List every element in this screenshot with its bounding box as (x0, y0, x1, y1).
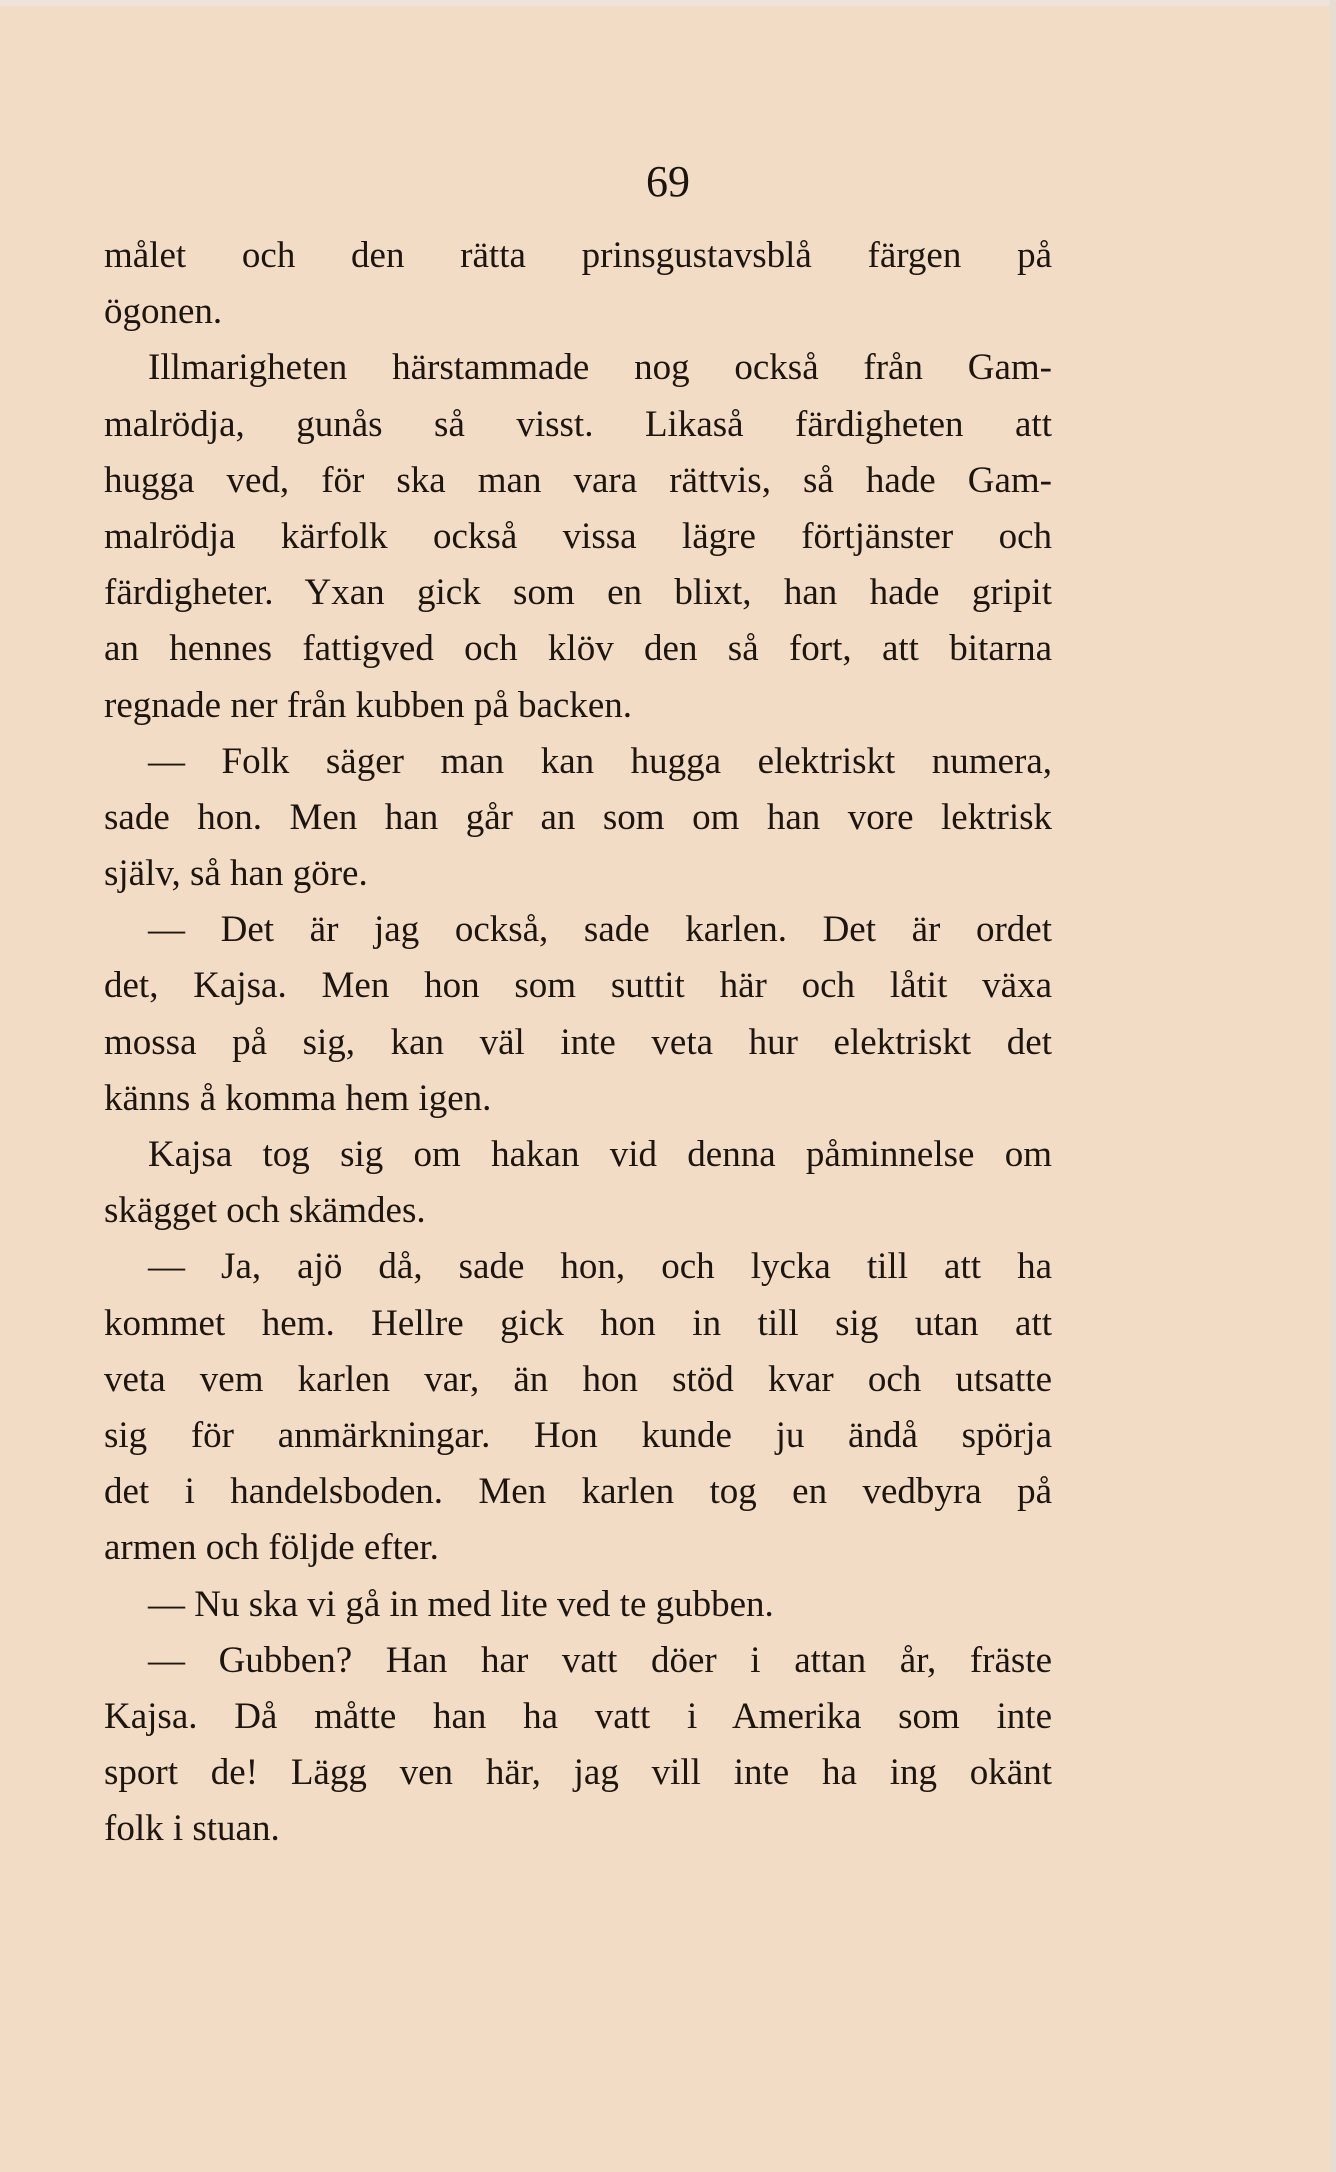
text-line: armen och följde efter. (104, 1527, 439, 1569)
page-right-edge (1330, 0, 1336, 2172)
page-top-edge (0, 0, 1336, 6)
text-line: skägget och skämdes. (104, 1190, 426, 1232)
text-line: Kajsa. Då måtte han ha vatt i Amerika som inte (104, 1695, 1052, 1737)
text-line: Illmarigheten härstammade nog också från Gam- (148, 347, 1052, 389)
text-line: ögonen. (104, 291, 223, 333)
text-line: målet och den rätta prinsgustavsblå färgen på (104, 235, 1052, 276)
text-line: veta vem karlen var, än hon stöd kvar och utsatte (104, 1358, 1052, 1400)
text-line: mossa på sig, kan väl inte veta hur elektriskt det (104, 1021, 1052, 1063)
text-line: Kajsa tog sig om hakan vid denna påminnelse om (148, 1134, 1052, 1175)
text-line: färdigheter. Yxan gick som en blixt, han hade gripit (104, 572, 1052, 614)
text-line: — Det är jag också, sade karlen. Det är ordet (148, 909, 1052, 951)
text-line: an hennes fattigved och klöv den så fort, att bitarna (104, 628, 1052, 670)
text-line: folk i stuan. (104, 1808, 280, 1850)
text-line: det, Kajsa. Men hon som suttit här och låtit växa (104, 965, 1052, 1007)
text-line: själv, så han göre. (104, 853, 368, 895)
text-line: sig för anmärkningar. Hon kunde ju ändå spörja (104, 1414, 1052, 1456)
text-line: hugga ved, för ska man vara rättvis, så hade Gam- (104, 459, 1052, 501)
page-number: 69 (646, 157, 690, 206)
text-line: — Nu ska vi gå in med lite ved te gubben. (148, 1583, 774, 1625)
text-line: malrödja, gunås så visst. Likaså färdigheten att (104, 403, 1052, 445)
text-line: malrödja kärfolk också vissa lägre förtjänster och (104, 515, 1052, 557)
text-line: det i handelsboden. Men karlen tog en vedbyra på (104, 1471, 1052, 1513)
text-line: sport de! Lägg ven här, jag vill inte ha ing okänt (104, 1752, 1052, 1794)
text-line: — Folk säger man kan hugga elektriskt numera, (148, 740, 1052, 782)
text-line: — Ja, ajö då, sade hon, och lycka till att ha (148, 1246, 1052, 1288)
text-line: regnade ner från kubben på backen. (104, 684, 633, 726)
text-line: — Gubben? Han har vatt döer i attan år, fräste (148, 1639, 1052, 1681)
text-line: sade hon. Men han går an som om han vore lektrisk (104, 796, 1052, 838)
body-text (104, 228, 1052, 1857)
text-line: känns å komma hem igen. (104, 1077, 492, 1119)
text-line: kommet hem. Hellre gick hon in till sig utan att (104, 1302, 1052, 1344)
